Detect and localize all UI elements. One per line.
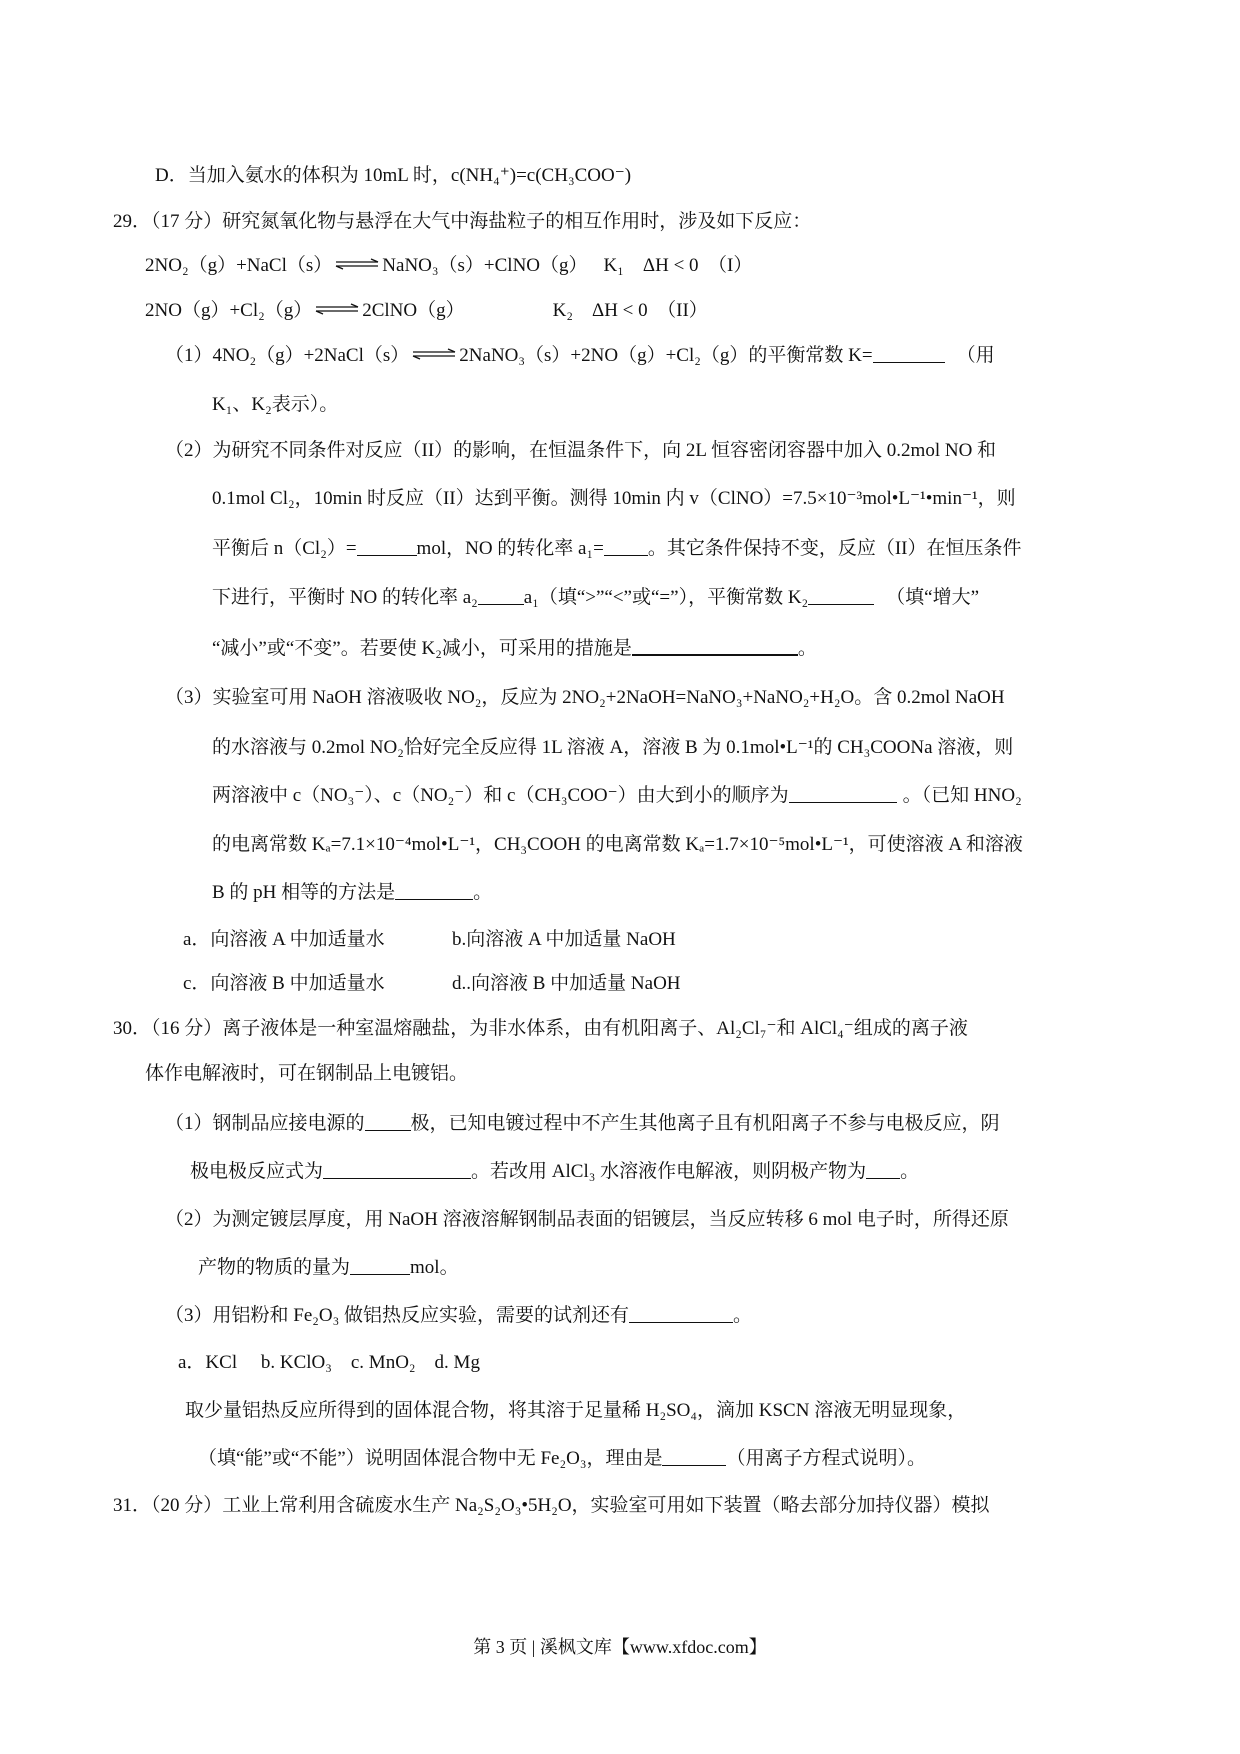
q29-part2-line1: （2）为研究不同条件对反应（II）的影响，在恒温条件下，向 2L 恒容密闭容器中加入 0.2mol NO 和 [165, 440, 997, 461]
text: a₁（填“>”“<”或“=”），平衡常数 K₂ [523, 587, 809, 608]
answer-blank-mol[interactable] [350, 1256, 410, 1275]
q29-choice-d: d..向溶液 B 中加适量 NaOH [452, 973, 681, 994]
q29-header: 29．（17 分）研究氮氧化物与悬浮在大气中海盐粒子的相互作用时，涉及如下反应： [113, 211, 812, 232]
text: 产物的物质的量为 [198, 1257, 351, 1278]
text: 极电极反应式为 [190, 1161, 324, 1182]
q29-choice-c: c．向溶液 B 中加适量水 [183, 973, 385, 994]
text: “减小”或“不变”。若要使 K₂减小，可采用的措施是 [212, 638, 632, 659]
answer-blank-a1[interactable] [604, 537, 648, 556]
text: 。其它条件保持不变，反应（II）在恒压条件 [647, 538, 1022, 559]
text: 两溶液中 c（NO₃⁻）、c（NO₂⁻）和 c（CH₃COO⁻）由大到小的顺序为 [212, 785, 789, 806]
text: （1）钢制品应接电源的 [165, 1113, 365, 1134]
equilibrium-arrow-icon [412, 348, 456, 360]
answer-blank-electrode[interactable] [365, 1112, 411, 1131]
q30-part3-line4 [198, 1447, 926, 1471]
part1-products: 2NaNO₃（s）+2NO（g）+Cl₂（g）的平衡常数 K= [459, 345, 873, 366]
q29-part1-line2: K₁、K₂表示）。 [212, 394, 339, 415]
q29-part3-line2: 的水溶液与 0.2mol NO₂恰好完全反应得 1L 溶液 A，溶液 B 为 0.1mol•L⁻¹的 CH₃COONa 溶液，则 [212, 737, 1014, 758]
answer-blank-k2[interactable] [808, 586, 874, 605]
q29-equation-1 [145, 254, 752, 278]
text: 。 [900, 1161, 920, 1182]
text: （用离子方程式说明）。 [726, 1448, 926, 1469]
answer-blank-reagent[interactable] [629, 1304, 733, 1323]
text: （填“增大” [886, 587, 980, 608]
q29-part3-line5 [212, 881, 492, 905]
text: mol，NO 的转化率 a₁= [416, 538, 604, 559]
eq2-left: 2NO（g）+Cl₂（g） [145, 300, 313, 321]
answer-blank-product[interactable] [866, 1160, 900, 1179]
q30-part3-line1 [165, 1304, 752, 1328]
text: B 的 pH 相等的方法是 [212, 882, 396, 903]
part1-reactants: （1）4NO₂（g）+2NaCl（s） [165, 345, 410, 366]
option-d: D．当加入氨水的体积为 10mL 时，c(NH₄⁺)=c(CH₃COO⁻) [155, 165, 632, 186]
q30-part2-line2 [198, 1256, 459, 1280]
text: mol。 [410, 1257, 459, 1278]
equilibrium-arrow-icon [335, 258, 379, 270]
answer-blank-equation[interactable] [323, 1160, 471, 1179]
q29-part3-line3 [212, 784, 1022, 808]
q30-part1-line1 [165, 1112, 1000, 1136]
text: 。 [732, 1305, 752, 1326]
text: 平衡后 n（Cl₂）= [212, 538, 357, 559]
text: 下进行，平衡时 NO 的转化率 a₂ [212, 587, 478, 608]
q30-part3-line3: 取少量铝热反应所得到的固体混合物，将其溶于足量稀 H₂SO₄，滴加 KSCN 溶液无明显现象， [185, 1400, 967, 1421]
text: 极，已知电镀过程中不产生其他离子且有机阳离子不参与电极反应，阴 [410, 1113, 1000, 1134]
answer-blank-k[interactable] [873, 344, 945, 363]
q29-part3-line1: （3）实验室可用 NaOH 溶液吸收 NO₂，反应为 2NO₂+2NaOH=NaNO₃+NaNO₂+H₂O。含 0.2mol NaOH [165, 687, 1005, 708]
q31-line1: 31．（20 分）工业上常利用含硫废水生产 Na₂S₂O₃•5H₂O，实验室可用如下装置（略去部分加持仪器）模拟 [113, 1495, 990, 1516]
q30-part3-choices: a．KCl b. KClO₃ c. MnO₂ d. Mg [178, 1352, 480, 1373]
page-footer: 第 3 页 | 溪枫文库【www.xfdoc.com】 [473, 1637, 767, 1657]
q30-line2: 体作电解液时，可在钢制品上电镀铝。 [145, 1063, 469, 1084]
answer-blank-a2[interactable] [478, 586, 524, 605]
q29-part2-line2: 0.1mol Cl₂，10min 时反应（II）达到平衡。测得 10min 内 v（ClNO）=7.5×10⁻³mol•L⁻¹•min⁻¹，则 [212, 488, 1016, 509]
eq1-constant: K₁ ΔH < 0 （I） [603, 255, 753, 276]
q30-line1: 30．（16 分）离子液体是一种室温熔融盐，为非水体系，由有机阳离子、Al₂Cl₇⁻和 AlCl₄⁻组成的离子液 [113, 1018, 968, 1039]
eq1-right: NaNO₃（s）+ClNO（g） [382, 255, 588, 276]
q29-part2-line4 [212, 586, 979, 610]
text: 。若改用 AlCl₃ 水溶液作电解液，则阴极产物为 [471, 1161, 867, 1182]
q29-part2-line5 [212, 636, 817, 661]
text: （填“能”或“不能”）说明固体混合物中无 Fe₂O₃，理由是 [198, 1448, 663, 1469]
q29-choice-b: b.向溶液 A 中加适量 NaOH [452, 929, 676, 950]
q30-part2-line1: （2）为测定镀层厚度，用 NaOH 溶液溶解钢制品表面的铝镀层，当反应转移 6 mol 电子时，所得还原 [165, 1209, 1009, 1230]
text: 。 [797, 638, 817, 659]
q29-choice-a: a．向溶液 A 中加适量水 [183, 929, 385, 950]
answer-blank-reason[interactable] [662, 1447, 726, 1466]
q29-part3-line4: 的电离常数 Kₐ=7.1×10⁻⁴mol•L⁻¹，CH₃COOH 的电离常数 Kₐ=1.7×10⁻⁵mol•L⁻¹，可使溶液 A 和溶液 [212, 834, 1023, 855]
text: （3）用铝粉和 Fe₂O₃ 做铝热反应实验，需要的试剂还有 [165, 1305, 629, 1326]
text: 。 [473, 882, 493, 903]
answer-blank-measure[interactable] [632, 636, 798, 656]
text: 。（已知 HNO₂ [902, 785, 1022, 806]
eq2-constant: K₂ ΔH < 0 （II） [552, 300, 708, 321]
answer-blank-order[interactable] [789, 784, 897, 803]
answer-blank-cl2[interactable] [357, 537, 417, 556]
q29-part2-line3 [212, 537, 1021, 561]
q29-equation-2 [145, 299, 708, 323]
q29-part1-line1 [165, 344, 995, 368]
equilibrium-arrow-icon [315, 303, 359, 315]
eq2-right: 2ClNO（g） [362, 300, 465, 321]
eq1-left: 2NO₂（g）+NaCl（s） [145, 255, 333, 276]
part1-suffix: （用 [956, 345, 995, 366]
answer-blank-ph[interactable] [395, 881, 473, 900]
q30-part1-line2 [190, 1160, 919, 1184]
